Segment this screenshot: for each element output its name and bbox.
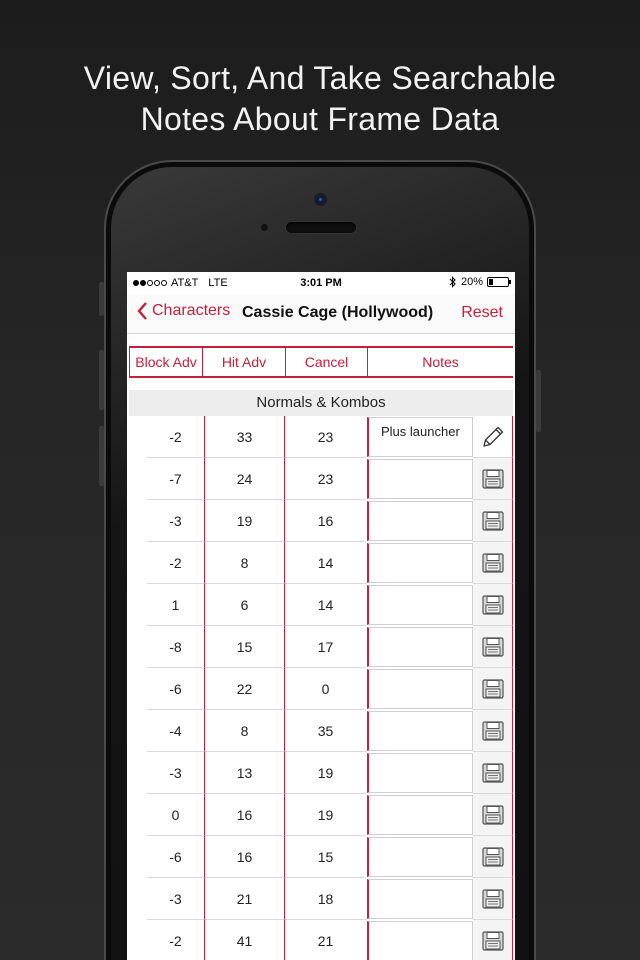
carrier-label: AT&T [171,277,199,289]
save-note-button[interactable] [473,668,513,710]
save-icon [482,847,504,867]
table-row[interactable] [127,458,515,500]
block-adv-cell: -4 [147,710,204,752]
battery-percent: 20% [460,276,483,288]
table-row[interactable] [127,542,515,584]
proximity-sensor [261,224,268,231]
save-note-button[interactable] [473,878,513,920]
save-icon [482,553,504,573]
hit-adv-cell: 6 [204,584,284,626]
status-right [449,276,509,288]
hit-adv-cell: 16 [204,794,284,836]
block-adv-cell: -2 [147,416,204,458]
save-note-button[interactable] [473,542,513,584]
save-note-button[interactable] [473,920,513,960]
network-label: LTE [208,277,228,289]
phone-screen [127,272,515,960]
block-adv-cell: -3 [147,752,204,794]
note-input[interactable] [367,837,473,877]
headline-line-2: Notes About Frame Data [140,101,500,137]
hit-adv-cell: 13 [204,752,284,794]
cancel-cell: 16 [284,500,366,542]
save-icon [482,595,504,615]
table-row[interactable] [127,920,515,960]
note-input[interactable] [367,753,473,793]
hit-adv-cell: 24 [204,458,284,500]
note-input[interactable] [367,543,473,583]
save-note-button[interactable] [473,500,513,542]
note-input[interactable] [367,879,473,919]
note-input[interactable] [367,501,473,541]
save-icon [482,511,504,531]
block-adv-cell: -3 [147,500,204,542]
sort-block-adv-tab[interactable]: Block Adv [129,348,203,376]
sort-notes-tab[interactable]: Notes [422,354,459,370]
table-row[interactable] [127,500,515,542]
earpiece-speaker [286,222,356,233]
save-icon [482,637,504,657]
save-icon [482,721,504,741]
save-icon [482,805,504,825]
cancel-cell: 18 [284,878,366,920]
hit-adv-cell: 41 [204,920,284,960]
block-adv-cell: -3 [147,878,204,920]
table-row[interactable] [127,794,515,836]
save-note-button[interactable] [473,710,513,752]
cancel-cell: 15 [284,836,366,878]
page-title: Cassie Cage (Hollywood) [242,304,434,321]
note-input[interactable]: Plus launcher [367,417,473,457]
save-note-button[interactable] [473,752,513,794]
block-adv-cell: -6 [147,668,204,710]
cancel-cell: 23 [284,416,366,458]
hit-adv-cell: 22 [204,668,284,710]
hit-adv-cell: 8 [204,542,284,584]
status-bar [127,272,515,294]
block-adv-cell: -6 [147,836,204,878]
save-icon [482,469,504,489]
pencil-icon [480,424,506,450]
reset-button[interactable]: Reset [461,304,503,321]
hit-adv-cell: 19 [204,500,284,542]
note-input[interactable] [367,711,473,751]
hit-adv-cell: 8 [204,710,284,752]
back-button[interactable] [137,302,230,320]
table-row[interactable] [127,836,515,878]
front-camera [316,195,325,204]
save-note-button[interactable] [473,626,513,668]
block-adv-cell: -7 [147,458,204,500]
note-input[interactable] [367,669,473,709]
hit-adv-cell: 15 [204,626,284,668]
status-time: 3:01 PM [300,277,342,289]
hit-adv-cell: 16 [204,836,284,878]
edit-note-button[interactable] [473,416,513,458]
frame-data-table [127,416,515,960]
cancel-cell: 35 [284,710,366,752]
table-row[interactable] [127,416,515,458]
cancel-cell: 14 [284,584,366,626]
save-icon [482,931,504,951]
cancel-cell: 19 [284,752,366,794]
sort-cancel-tab[interactable]: Cancel [286,348,368,376]
save-note-button[interactable] [473,584,513,626]
promo-headline [0,58,640,140]
volume-down-button [99,426,104,486]
note-input[interactable] [367,627,473,667]
table-row[interactable] [127,710,515,752]
section-header: Normals & Kombos [129,390,513,416]
navigation-bar [127,294,515,334]
note-input[interactable] [367,585,473,625]
table-row[interactable] [127,668,515,710]
cancel-cell: 17 [284,626,366,668]
note-input[interactable] [367,795,473,835]
note-input[interactable] [367,459,473,499]
headline-line-1: View, Sort, And Take Searchable [83,60,557,96]
save-note-button[interactable] [473,458,513,500]
save-note-button[interactable] [473,836,513,878]
back-button-label: Characters [152,302,231,319]
power-button [536,370,541,432]
table-row[interactable] [127,752,515,794]
sort-segmented-control [129,346,513,378]
bluetooth-icon [449,276,457,288]
hit-adv-cell: 21 [204,878,284,920]
cancel-cell: 19 [284,794,366,836]
table-row[interactable] [127,584,515,626]
volume-up-button [99,350,104,410]
block-adv-cell: -2 [147,542,204,584]
battery-icon [487,277,509,287]
block-adv-cell: 1 [147,584,204,626]
block-adv-cell: -8 [147,626,204,668]
save-icon [482,679,504,699]
block-adv-cell: -2 [147,920,204,960]
cancel-cell: 21 [284,920,366,960]
hit-adv-cell: 33 [204,416,284,458]
note-input[interactable] [367,921,473,960]
block-adv-cell: 0 [147,794,204,836]
sort-hit-adv-tab[interactable]: Hit Adv [203,348,286,376]
table-row[interactable] [127,626,515,668]
cancel-cell: 0 [284,668,366,710]
cancel-cell: 23 [284,458,366,500]
cancel-cell: 14 [284,542,366,584]
save-icon [482,889,504,909]
save-icon [482,763,504,783]
mute-switch [99,282,104,316]
chevron-left-icon [137,302,148,320]
table-row[interactable] [127,878,515,920]
save-note-button[interactable] [473,794,513,836]
